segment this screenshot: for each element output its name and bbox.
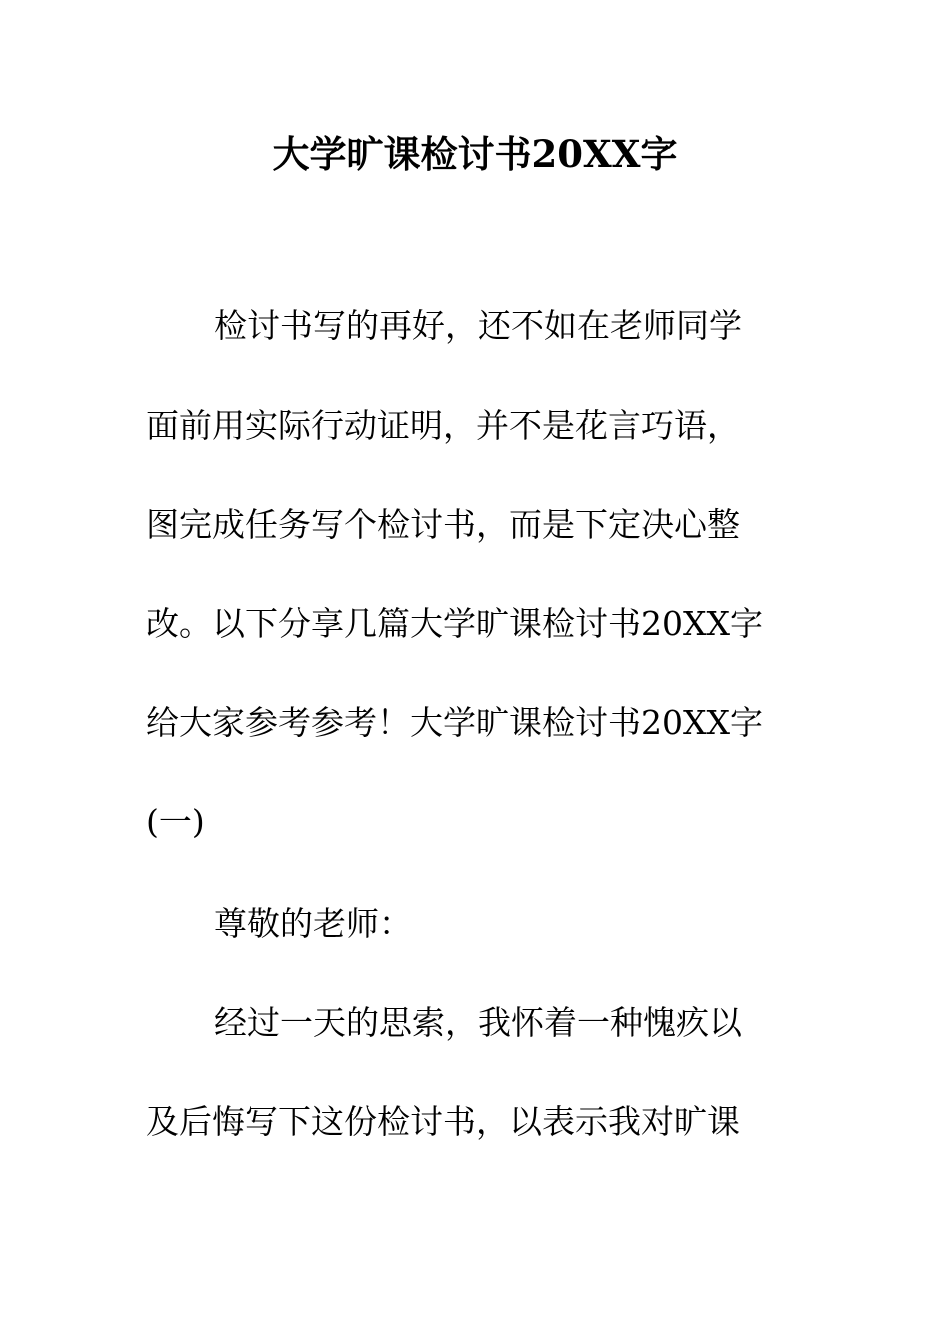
paragraph-line: 经过一天的思索，我怀着一种愧疚以 bbox=[214, 1003, 742, 1042]
paragraph-line: (一) bbox=[146, 802, 205, 841]
paragraph-line: 检讨书写的再好，还不如在老师同学 bbox=[214, 306, 742, 345]
paragraph-line: 及后悔写下这份检讨书，以表示我对旷课 bbox=[146, 1102, 740, 1141]
document-title: 大学旷课检讨书20XX字 bbox=[272, 132, 678, 176]
paragraph-line: 面前用实际行动证明，并不是花言巧语， bbox=[146, 406, 740, 445]
salutation-line: 尊敬的老师： bbox=[214, 904, 412, 943]
paragraph-line: 改。以下分享几篇大学旷课检讨书20XX字 bbox=[146, 604, 763, 643]
paragraph-line: 给大家参考参考！大学旷课检讨书20XX字 bbox=[146, 703, 763, 742]
paragraph-line: 图完成任务写个检讨书，而是下定决心整 bbox=[146, 505, 740, 544]
